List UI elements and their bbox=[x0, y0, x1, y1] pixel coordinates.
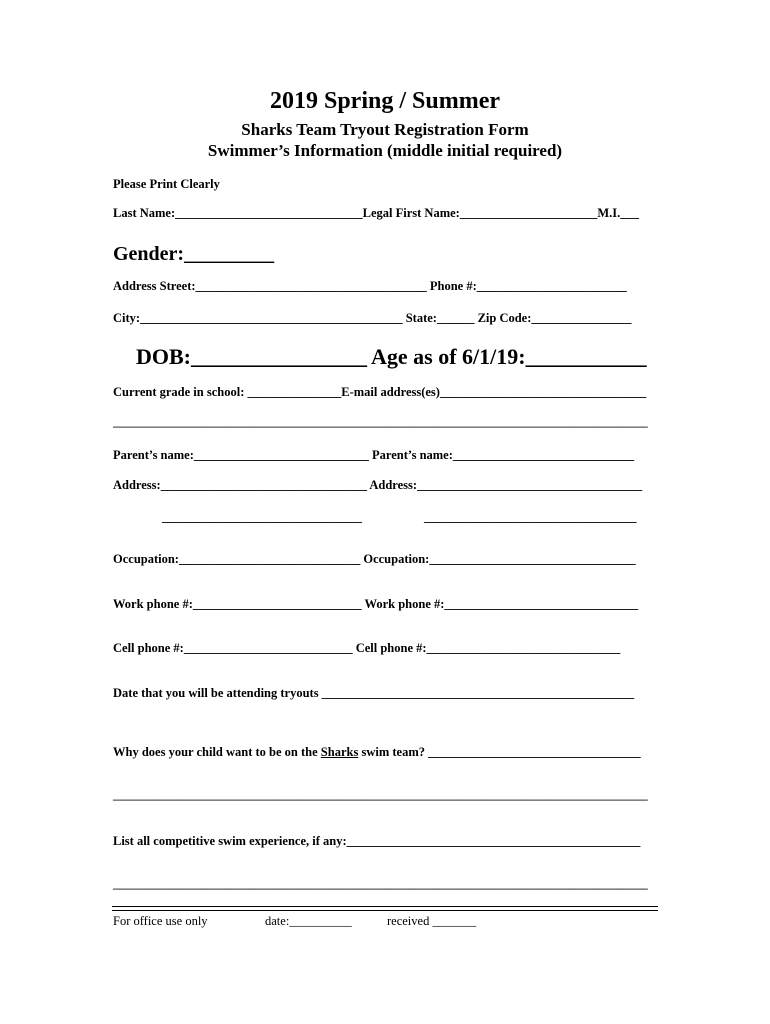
dob-field[interactable]: DOB:________________ bbox=[136, 344, 367, 369]
section-heading: Swimmer’s Information (middle initial required) bbox=[207, 141, 563, 160]
address-phone-fields[interactable]: Address Street:_____________________________________ Phone #:________________________ bbox=[113, 279, 627, 293]
why-prefix: Why does your child want to be on the bbox=[113, 745, 321, 759]
email-continuation-line[interactable]: _____________________________________________________________________________________________ bbox=[113, 417, 648, 429]
why-suffix: swim team? __________________________________ bbox=[358, 745, 641, 759]
city-state-zip-fields[interactable]: City:__________________________________________ State:______ Zip Code:________________ bbox=[113, 311, 632, 325]
parent2-address-continuation[interactable]: __________________________________ bbox=[424, 510, 637, 524]
tryout-date-field[interactable]: Date that you will be attending tryouts __________________________________________________ bbox=[113, 686, 635, 700]
office-received-field[interactable]: received _______ bbox=[387, 914, 477, 928]
gender-field[interactable]: Gender:_________ bbox=[113, 243, 275, 265]
sharks-underlined: Sharks bbox=[320, 745, 359, 759]
why-join-field[interactable] bbox=[113, 745, 641, 760]
cell-phone-fields[interactable]: Cell phone #:___________________________ Cell phone #:_______________________________ bbox=[113, 641, 621, 655]
occupation-fields[interactable]: Occupation:_____________________________ Occupation:_________________________________ bbox=[113, 552, 636, 566]
form-title: 2019 Spring / Summer bbox=[269, 88, 500, 114]
experience-continuation-line[interactable]: _____________________________________________________________________________________________ bbox=[113, 879, 648, 891]
office-divider-top bbox=[112, 906, 658, 907]
grade-email-fields[interactable]: Current grade in school: _______________E-mail address(es)_________________________________ bbox=[113, 385, 647, 399]
print-clearly-note: Please Print Clearly bbox=[113, 177, 220, 191]
age-field[interactable]: Age as of 6/1/19:___________ bbox=[371, 344, 647, 369]
parent1-address-continuation[interactable]: ________________________________ bbox=[162, 510, 362, 524]
work-phone-fields[interactable]: Work phone #:___________________________ Work phone #:_______________________________ bbox=[113, 597, 639, 611]
form-subtitle: Sharks Team Tryout Registration Form bbox=[241, 120, 529, 139]
why-join-continuation-line[interactable]: _____________________________________________________________________________________________ bbox=[113, 790, 648, 802]
parent-name-fields[interactable]: Parent’s name:____________________________ Parent’s name:_____________________________ bbox=[113, 448, 635, 462]
experience-field[interactable]: List all competitive swim experience, if any:_______________________________________________ bbox=[113, 834, 641, 848]
office-date-field[interactable]: date:__________ bbox=[265, 914, 352, 928]
office-use-label: For office use only bbox=[113, 914, 208, 928]
office-divider-bottom bbox=[112, 910, 658, 911]
parent-address-fields[interactable]: Address:_________________________________ Address:____________________________________ bbox=[113, 478, 643, 492]
name-fields[interactable]: Last Name:______________________________Legal First Name:______________________M.I.___ bbox=[113, 206, 639, 220]
